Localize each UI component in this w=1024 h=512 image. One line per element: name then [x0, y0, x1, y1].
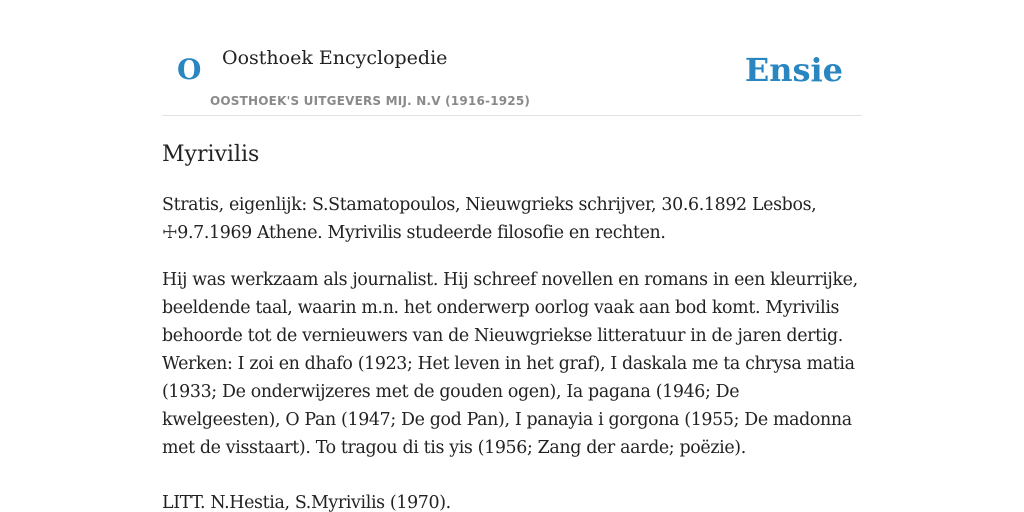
article-paragraph: Stratis, eigenlijk: S.Stamatopoulos, Nieuwgrieks schrijver, 30.6.1892 Lesbos, ☩9.7.1969 Athene. Myrivilis studeerde filosofie en rechten. — [162, 195, 817, 243]
article — [162, 138, 862, 512]
ensie-brand-link[interactable]: Ensie — [744, 51, 843, 89]
site-header — [162, 0, 862, 116]
site-logo[interactable]: O — [177, 53, 202, 86]
article-literature: LITT. N.Hestia, S.Myrivilis (1970). — [162, 493, 451, 512]
site-subtitle: OOSTHOEK'S UITGEVERS MIJ. N.V (1916-1925) — [210, 94, 531, 108]
site-title[interactable]: Oosthoek Encyclopedie — [222, 47, 448, 69]
article-title: Myrivilis — [162, 142, 260, 167]
article-paragraph: Hij was werkzaam als journalist. Hij schreef novellen en romans in een kleurrijke, beeldende taal, waarin m.n. het onderwerp oorlog vaak aan bod komt. Myrivilis behoorde tot de vernieuwers van de Nieuwgriekse litteratuur in de jaren dertig. Werken: I zoi en dhafo (1923; Het leven in het graf), I daskala me ta chrysa matia (1933; De onderwijzeres met de gouden ogen), Ia pagana (1946; De kwelgeesten), O Pan (1947; De god Pan), I panayia i gorgona (1955; De madonna met de visstaart). To tragou di tis yis (1956; Zang der aarde; poëzie). — [162, 270, 858, 458]
